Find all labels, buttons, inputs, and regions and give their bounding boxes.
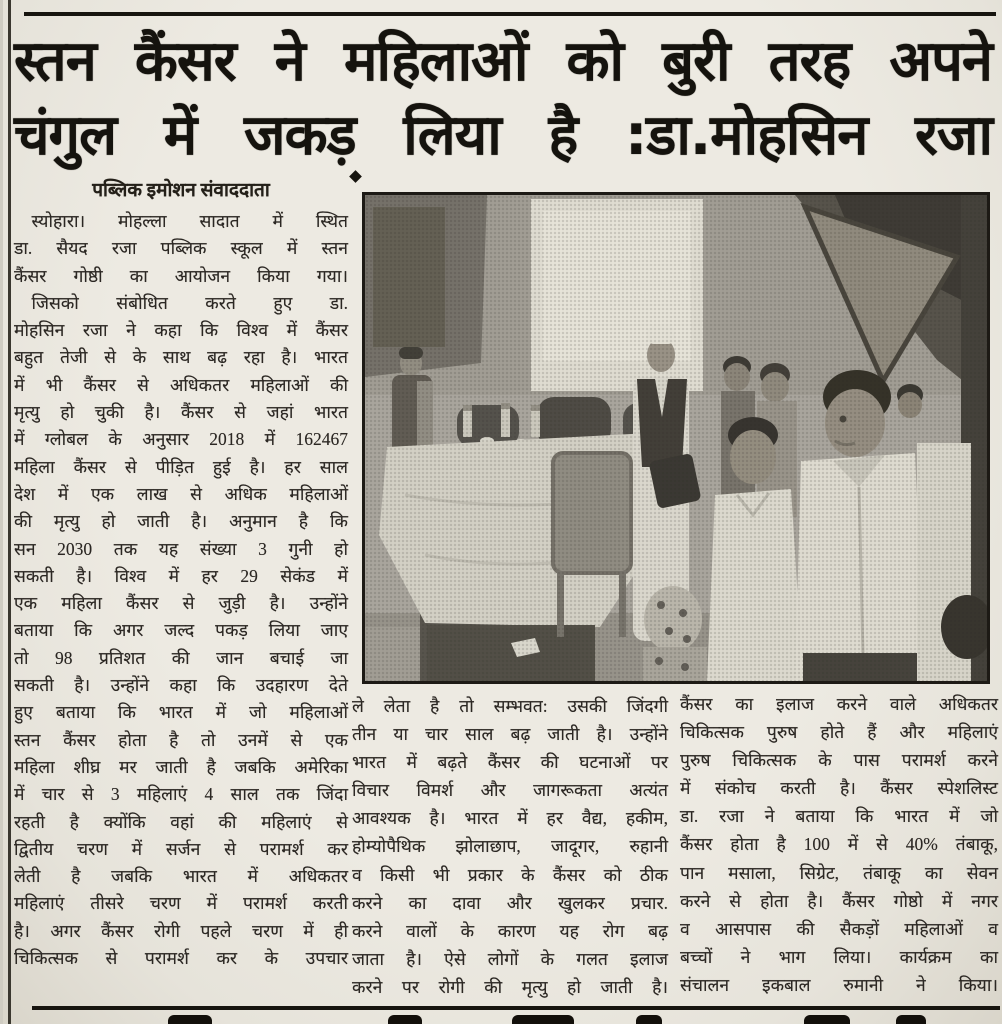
article-text-line: स्योहारा। मोहल्ला सादात में स्थित (14, 211, 348, 231)
article-text-line: तीन या चार साल बढ़ जाती है। उन्होंने (352, 724, 668, 745)
next-headline-fragment (636, 1015, 662, 1024)
article-text-line: लेती है जबकि भारत में अधिकतर (14, 866, 348, 887)
article-text-line: डा. रजा ने बताया कि भारत में जो (680, 806, 998, 827)
article-text-line: बच्चों ने भाग लिया। कार्यक्रम का (680, 946, 998, 967)
article-text-line: मृत्यु हो चुकी है। कैंसर से जहां भारत (14, 402, 348, 423)
article-text-line: जाता है। ऐसे लोगों के गलत इलाज (352, 948, 668, 969)
article-text-line: में चार से 3 महिलाएं 4 साल तक जिंदा (14, 784, 348, 805)
cupboard-door (373, 207, 445, 347)
article-text-line: व किसी भी प्रकार के कैंसर को ठीक (352, 864, 668, 885)
article-text-line: की मृत्यु हो जाती है। अनुमान है कि (14, 511, 348, 532)
seminar-photo-art (365, 195, 987, 681)
bottom-rule (32, 1006, 1000, 1010)
empty-chair (553, 453, 631, 573)
next-headline-fragment (168, 1015, 212, 1024)
page-edge-shadow (0, 0, 3, 1024)
article-text-line: डा. सैयद रजा पब्लिक स्कूल में स्तन (14, 238, 348, 259)
under-table-shadow (427, 625, 595, 681)
article-text-line: आवश्यक है। भारत में हर वैद्य, हकीम, (352, 808, 668, 829)
article-text-line: करने का दावा और खुलकर प्रचार. (352, 892, 668, 913)
next-headline-fragment (388, 1015, 422, 1024)
article-text-line: संचालन इकबाल रुमानी ने किया। (680, 974, 998, 995)
chair-leg-1 (557, 571, 564, 637)
article-text-line: करने से होता है। कैंसर गोष्ठो में नगर (680, 890, 998, 911)
article-text-line: में ग्लोबल के अनुसार 2018 में 162467 (14, 429, 348, 450)
article-column-left (14, 208, 348, 972)
article-text-line: महिला शीघ्र मर जाती है जबकि अमेरिका (14, 756, 348, 777)
article-text-line: एक महिला कैंसर से जुड़ी है। उन्होंने (14, 593, 348, 614)
article-text-line: सकती है। उन्होंने कहा कि उदहारण देते (14, 675, 348, 696)
article-text-line: स्तन कैंसर होता है तो उनमें से एक (14, 729, 348, 750)
article-text-line: कैंसर का इलाज करने वाले अधिकतर (680, 694, 998, 714)
article-text-line: रहती है क्योंकि वहां की महिलाएं से (14, 811, 348, 832)
article-text-line: द्वितीय चरण में सर्जन से परामर्श कर (14, 838, 348, 859)
article-text-line: महिला कैंसर से पीड़ित हुई है। हर साल (14, 456, 348, 477)
article-text-line: में भी कैंसर से अधिकतर महिलाओं की (14, 374, 348, 395)
article-text-line: होम्योपैथिक झोलाछाप, जादूगर, रुहानी (352, 836, 668, 857)
article-text-line: देश में एक लाख से अधिक महिलाओं (14, 483, 348, 504)
article-text-line: करने वालों के कारण यह रोग बढ़ (352, 920, 668, 941)
article-text-line: चिकित्सक पुरुष होते हैं और महिलाएं (680, 722, 998, 743)
article-text-line: ले लेता है तो सम्भवत: उसकी जिंदगी (352, 696, 668, 716)
left-column-rule (8, 0, 11, 1024)
article-text-line: तो 98 प्रतिशत की जान बचाई जा (14, 647, 349, 668)
chair-leg-2 (619, 571, 626, 637)
next-headline-fragment (804, 1015, 850, 1024)
headline-line-1: स्तन कैंसर ने महिलाओं को बुरी तरह अपने (14, 29, 992, 94)
diamond-marker-icon (349, 170, 362, 183)
article-text-line: बहुत तेजी से के साथ बढ़ रहा है। भारत (14, 347, 348, 368)
top-rule (24, 12, 996, 16)
article-text-line: जिसको संबोधित करते हुए डा. (14, 292, 348, 313)
article-text-line: हुए बताया कि भारत में जो महिलाओं (14, 702, 348, 723)
article-text-line: विचार विमर्श और जागरूकता अत्यंत (352, 780, 668, 801)
article-text-line: सकती है। विश्व में हर 29 सेकंड में (14, 565, 348, 586)
article-text-line: सन 2030 तक यह संख्या 3 गुनी हो (14, 538, 348, 559)
article-text-line: पान मसाला, सिग्रेट, तंबाकू का सेवन (680, 862, 998, 883)
article-text-line: है। अगर कैंसर रोगी पहले चरण में ही (14, 920, 348, 941)
article-text-line: व आसपास की सैकड़ों महिलाओं व (680, 918, 998, 939)
article-text-line: कैंसर होता है 100 में से 40% तंबाकू, (680, 834, 998, 855)
article-column-right (680, 690, 998, 999)
seminar-photo (362, 192, 990, 684)
article-text-line: भारत में बढ़ते कैंसर की घटनाओं पर (352, 752, 668, 773)
article-text-line: बताया कि अगर जल्द पकड़ लिया जाए (14, 620, 348, 641)
article-text-line: पुरुष चिकित्सक के पास परामर्श करने (680, 750, 998, 771)
next-headline-fragment (512, 1015, 574, 1024)
next-headline-fragment (896, 1015, 926, 1024)
article-text-line: में संकोच करती है। कैंसर स्पेशलिस्ट (680, 778, 998, 799)
article-text-line: मोहसिन रजा ने कहा कि विश्व में कैंसर (14, 320, 348, 341)
article-text-line: महिलाएं तीसरे चरण में परामर्श करती (14, 893, 348, 914)
left-woman-hair (399, 347, 423, 359)
headline-line-2: चंगुल में जकड़ लिया है :डा.मोहसिन रजा (14, 103, 992, 168)
article-text-line: चिकित्सक से परामर्श कर के उपचार (14, 948, 348, 969)
article-text-line: कैंसर गोष्ठी का आयोजन किया गया। (14, 265, 348, 286)
article-column-middle (352, 692, 668, 1001)
byline: पब्लिक इमोशन संवाददाता (92, 180, 270, 201)
article-text-line: करने पर रोगी की मृत्यु हो जाती है। (352, 976, 668, 997)
